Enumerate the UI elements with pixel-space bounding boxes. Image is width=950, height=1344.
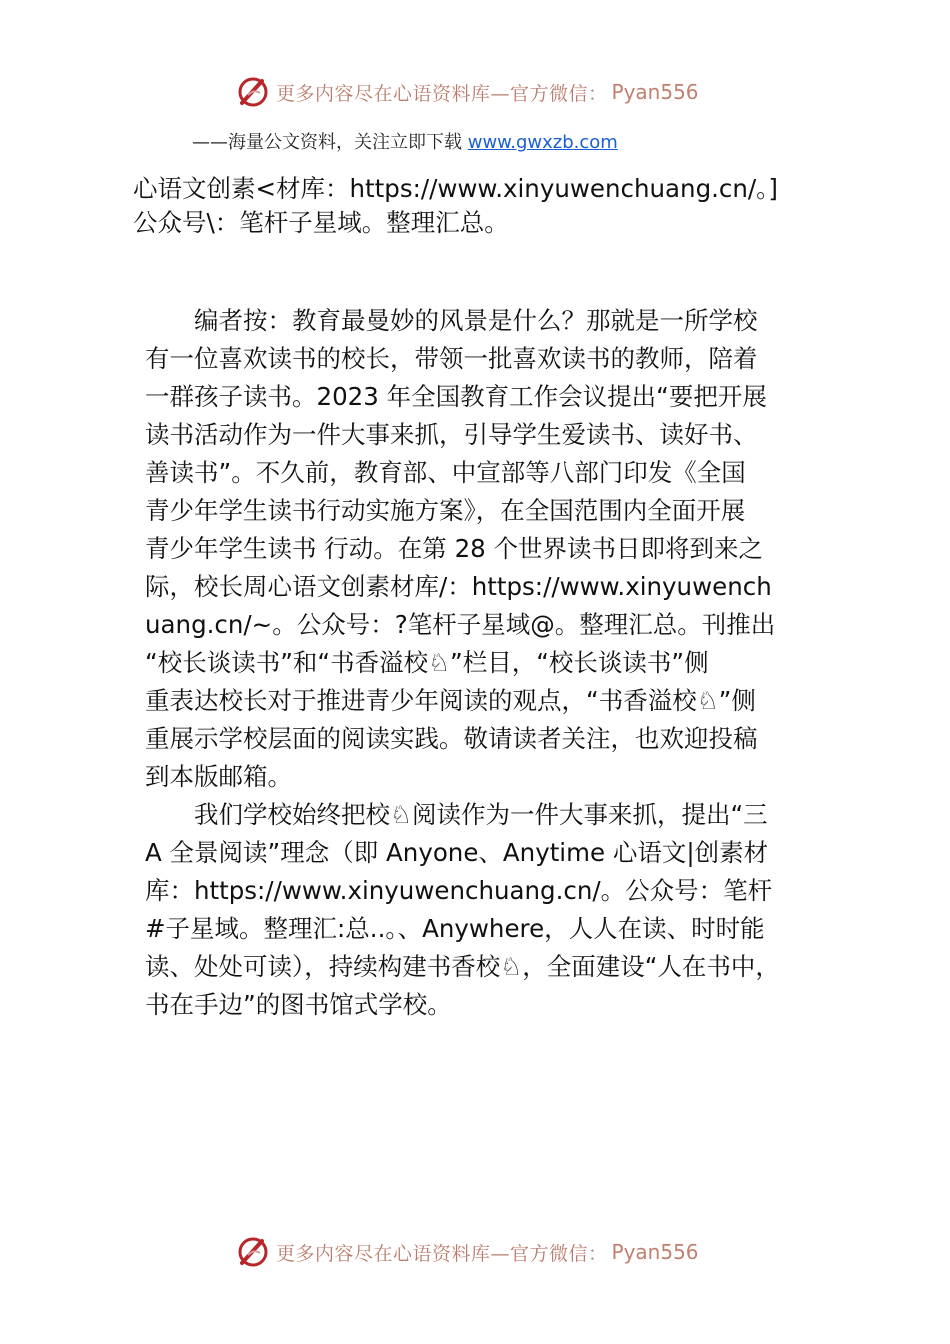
lead-line: 公众号\：笔杆子星域。整理汇总。 <box>133 208 509 237</box>
body-line: 书在手边”的图书馆式学校。 <box>145 990 452 1019</box>
body-line: 青少年学生读书行动实施方案》，在全国范围内全面开展 <box>145 496 746 525</box>
body-line: 善读书”。不久前，教育部、中宣部等八部门印发《全国 <box>145 458 746 487</box>
subline-prefix: ——海量公文资料，关注立即下载 <box>192 132 468 153</box>
body-line: 我们学校始终把校♘阅读作为一件大事来抓，提出“三 <box>145 800 768 829</box>
watermark-wechat-id: Pyan556 <box>611 1240 699 1264</box>
body-line: 读、处处可读），持续构建书香校♘，全面建设“人在书中， <box>145 952 780 981</box>
body-line: 到本版邮箱。 <box>145 762 292 791</box>
download-subline <box>192 128 618 154</box>
body-line: #子星域。整理汇:总..。、Anywhere，人人在读、时时能 <box>145 914 765 943</box>
watermark-text: 更多内容尽在心语资料库—官方微信： <box>276 82 608 105</box>
body-line: 重展示学校层面的阅读实践。敬请读者关注，也欢迎投稿 <box>145 724 758 753</box>
body-line: 重表达校长对于推进青少年阅读的观点，“书香溢校♘”侧 <box>145 686 756 715</box>
body-line: 有一位喜欢读书的校长，带领一批喜欢读书的教师，陪着 <box>145 344 758 373</box>
lead-line: 心语文创素<材库：https://www.xinyuwenchuang.cn/。] <box>133 174 778 203</box>
watermark-text: 更多内容尽在心语资料库—官方微信： <box>276 1242 608 1265</box>
article-body <box>145 302 825 1024</box>
body-line: “校长谈读书”和“书香溢校♘”栏目，“校长谈读书”侧 <box>145 648 709 677</box>
lead-text <box>133 172 833 240</box>
body-line: uang.cn/~。公众号：?笔杆子星域@。整理汇总。刊推出 <box>145 610 776 639</box>
body-line: 一群孩子读书。2023 年全国教育工作会议提出“要把开展 <box>145 382 767 411</box>
gwxzb-link[interactable]: www.gwxzb.com <box>467 132 618 153</box>
watermark-wechat-id: Pyan556 <box>611 80 699 104</box>
body-line: 库：https://www.xinyuwenchuang.cn/。公众号：笔杆 <box>145 876 773 905</box>
brush-logo-icon <box>236 75 270 109</box>
body-line: 际，校长周心语文创素材库/：https://www.xinyuwench <box>145 572 772 601</box>
header-watermark <box>236 72 756 112</box>
brush-logo-icon <box>236 1235 270 1269</box>
body-line: 青少年学生读书 行动。在第 28 个世界读书日即将到来之 <box>145 534 764 563</box>
body-line: A 全景阅读”理念（即 Anyone、Anytime 心语文|创素材 <box>145 838 769 867</box>
body-line: 读书活动作为一件大事来抓，引导学生爱读书、读好书、 <box>145 420 758 449</box>
body-line: 编者按：教育最曼妙的风景是什么？那就是一所学校 <box>145 306 758 335</box>
footer-watermark <box>236 1232 756 1272</box>
